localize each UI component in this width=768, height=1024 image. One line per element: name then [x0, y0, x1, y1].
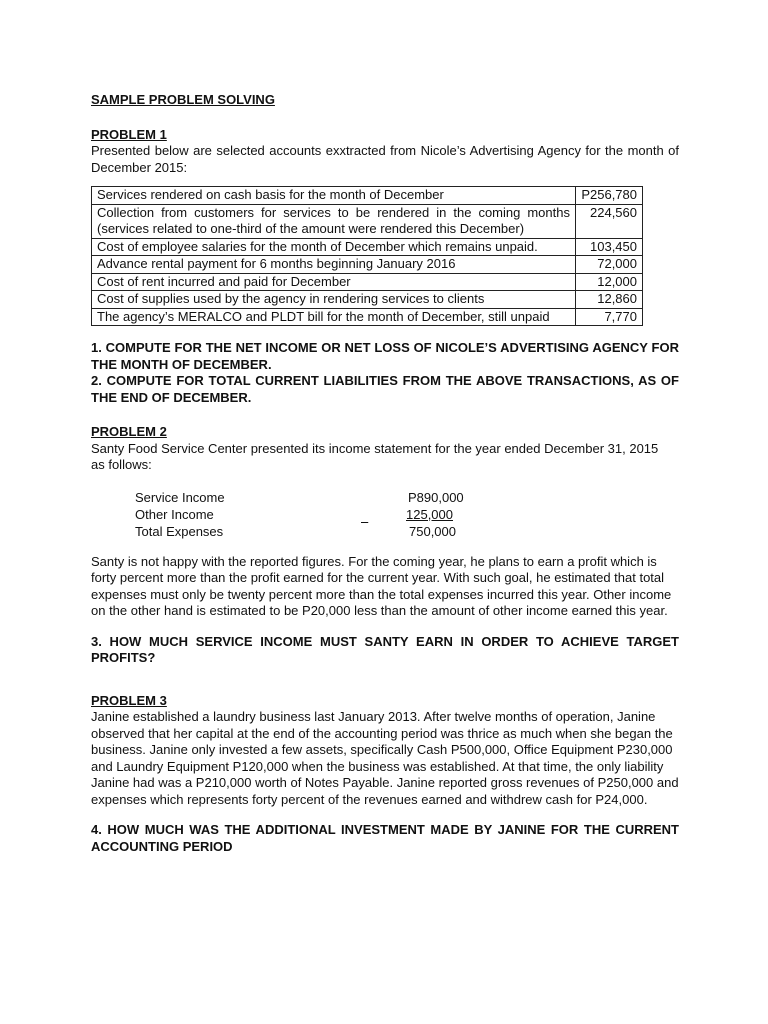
account-amount: 12,860 [576, 291, 643, 309]
account-description: The agency’s MERALCO and PLDT bill for the month of December, still unpaid [92, 308, 576, 326]
account-amount: 7,770 [576, 308, 643, 326]
account-description: Services rendered on cash basis for the month of December [92, 187, 576, 205]
statement-row [135, 507, 495, 524]
account-amount: 103,450 [576, 238, 643, 256]
statement-value: 750,000 [409, 523, 456, 539]
question-2: 2. COMPUTE FOR TOTAL CURRENT LIABILITIES FROM THE ABOVE TRANSACTIONS, AS OF THE END OF DECEMBER. [91, 373, 679, 405]
account-amount: 72,000 [576, 256, 643, 274]
account-row [92, 308, 643, 326]
statement-row [135, 490, 495, 507]
account-row [92, 238, 643, 256]
account-description: Cost of supplies used by the agency in rendering services to clients [92, 291, 576, 309]
statement-row [135, 524, 495, 541]
statement-label: Total Expenses [135, 523, 224, 539]
problem2-title: PROBLEM 2 [91, 424, 167, 439]
question-1: 1. COMPUTE FOR THE NET INCOME OR NET LOSS OF NICOLE’S ADVERTISING AGENCY FOR THE MONTH OF DECEMBER. [91, 340, 679, 372]
account-description: Collection from customers for services to be rendered in the coming months (services related to one-third of the amount were rendered this December) [92, 204, 576, 238]
income-statement [135, 490, 679, 544]
question-3: 3. HOW MUCH SERVICE INCOME MUST SANTY EARN IN ORDER TO ACHIEVE TARGET PROFITS? [91, 633, 679, 665]
account-row [92, 204, 643, 238]
account-row [92, 273, 643, 291]
question-4: 4. HOW MUCH WAS THE ADDITIONAL INVESTMENT MADE BY JANINE FOR THE CURRENT ACCOUNTING PERIOD [91, 822, 679, 854]
account-description: Cost of employee salaries for the month of December which remains unpaid. [92, 238, 576, 256]
account-amount: 12,000 [576, 273, 643, 291]
account-description: Advance rental payment for 6 months beginning January 2016 [92, 256, 576, 274]
problem2-intro: Santy Food Service Center presented its income statement for the year ended December 31, 2015 as follows: [91, 440, 659, 472]
statement-value: 125,000 [406, 506, 453, 522]
statement-label: Other Income [135, 506, 214, 522]
statement-value: P890,000 [408, 489, 464, 505]
problem3-title: PROBLEM 3 [91, 692, 167, 708]
document-heading: SAMPLE PROBLEM SOLVING [91, 92, 275, 107]
problem1-intro: Presented below are selected accounts exxtracted from Nicole’s Advertising Agency for the month of December 2015: [91, 143, 679, 175]
statement-label: Service Income [135, 489, 225, 505]
problem1-title: PROBLEM 1 [91, 126, 167, 142]
document-page [91, 92, 679, 855]
account-row [92, 291, 643, 309]
account-row [92, 187, 643, 205]
problem2-body: Santy is not happy with the reported figures. For the coming year, he plans to earn a profit which is forty percent more than the profit earned for the current year. With such goal, he estimated that total expenses must only be twenty percent more than the total expenses incurred this year. Other income on the other hand is estimated to be P20,000 less than the amount of other income earned this year. [91, 553, 672, 618]
account-row [92, 256, 643, 274]
accounts-table [91, 186, 643, 326]
account-amount: P256,780 [576, 187, 643, 205]
problem3-body: Janine established a laundry business last January 2013. After twelve months of operation, Janine observed that her capital at the end of the accounting period was thrice as much when she began the business. Janine only invested a few assets, specifically Cash P500,000, Office Equipment P230,000 and Laundry Equipment P120,000 when the business was established. At that time, the only liability Janine had was a P210,000 worth of Notes Payable. Janine reported gross revenues of P250,000 and expenses which represents forty percent of the revenues earned and withdrew cash for P24,000. [91, 709, 679, 807]
account-description: Cost of rent incurred and paid for December [92, 273, 576, 291]
account-amount: 224,560 [576, 204, 643, 238]
